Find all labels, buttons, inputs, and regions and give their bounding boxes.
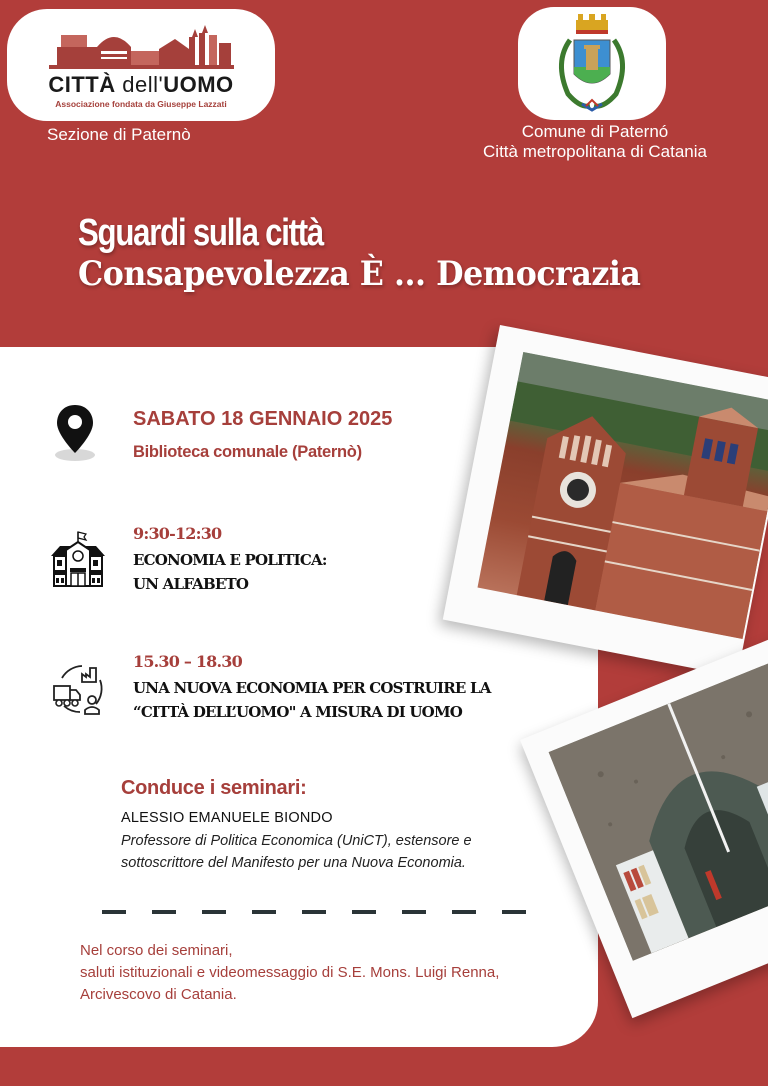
session-1-title-line1: ECONOMIA E POLITICA: [133, 551, 327, 569]
closing-note [80, 940, 499, 1006]
coat-of-arms-icon [546, 12, 638, 116]
church-polaroid [443, 325, 768, 677]
brand-name: CITTÀ dell'UOMO [48, 72, 234, 97]
closing-note-line3: Arcivescovo di Catania. [80, 986, 237, 1003]
dashed-divider [102, 910, 526, 914]
divider-dash [252, 910, 276, 914]
divider-dash [202, 910, 226, 914]
section-label: Sezione di Paternò [47, 125, 191, 144]
church-photo [477, 352, 768, 639]
event-venue: Biblioteca comunale (Paternò) [133, 443, 362, 461]
session-2-title-line2: “CITTÀ DELL’UOMO" A MISURA DI UOMO [133, 703, 463, 721]
session-1-time: 9:30-12:30 [133, 524, 222, 543]
session-2-time: 15.30 – 18.30 [133, 652, 242, 671]
session-2-title [133, 676, 491, 724]
comune-coat-of-arms [518, 7, 666, 120]
divider-dash [302, 910, 326, 914]
divider-dash [452, 910, 476, 914]
citta-dell-uomo-logo [7, 9, 275, 121]
speaker-name: ALESSIO EMANUELE BIONDO [121, 810, 333, 826]
speaker-description [121, 830, 541, 874]
page-title: Sguardi sulla città [78, 212, 324, 254]
speaker-description-line1: Professore di Politica Economica (UniCT), estensore e [121, 833, 472, 849]
divider-dash [152, 910, 176, 914]
divider-dash [502, 910, 526, 914]
comune-name: Comune di Paternó [521, 122, 669, 141]
page-subtitle: Consapevolezza È ... Democrazia [78, 254, 641, 294]
brand-subtitle: Associazione fondata da Giuseppe Lazzati [55, 99, 227, 109]
comune-label [445, 122, 745, 162]
economy-cycle-icon [50, 660, 108, 718]
school-building-icon [50, 530, 106, 588]
closing-note-line1: Nel corso dei seminari, [80, 942, 233, 959]
divider-dash [352, 910, 376, 914]
metro-city-name: Città metropolitana di Catania [483, 142, 707, 161]
session-1-title [133, 548, 327, 596]
speaker-description-line2: sottoscrittore del Manifesto per una Nuova Economia. [121, 855, 466, 871]
session-2-title-line1: UNA NUOVA ECONOMIA PER COSTRUIRE LA [133, 679, 491, 697]
closing-note-line2: saluti istituzionali e videomessaggio di S.E. Mons. Luigi Renna, [80, 964, 500, 981]
map-pin-icon [54, 403, 96, 463]
divider-dash [102, 910, 126, 914]
city-skyline-icon [49, 25, 234, 70]
session-1-title-line2: UN ALFABETO [133, 575, 249, 593]
event-date: SABATO 18 GENNAIO 2025 [133, 408, 393, 430]
speaker-heading: Conduce i seminari: [121, 777, 307, 799]
divider-dash [402, 910, 426, 914]
